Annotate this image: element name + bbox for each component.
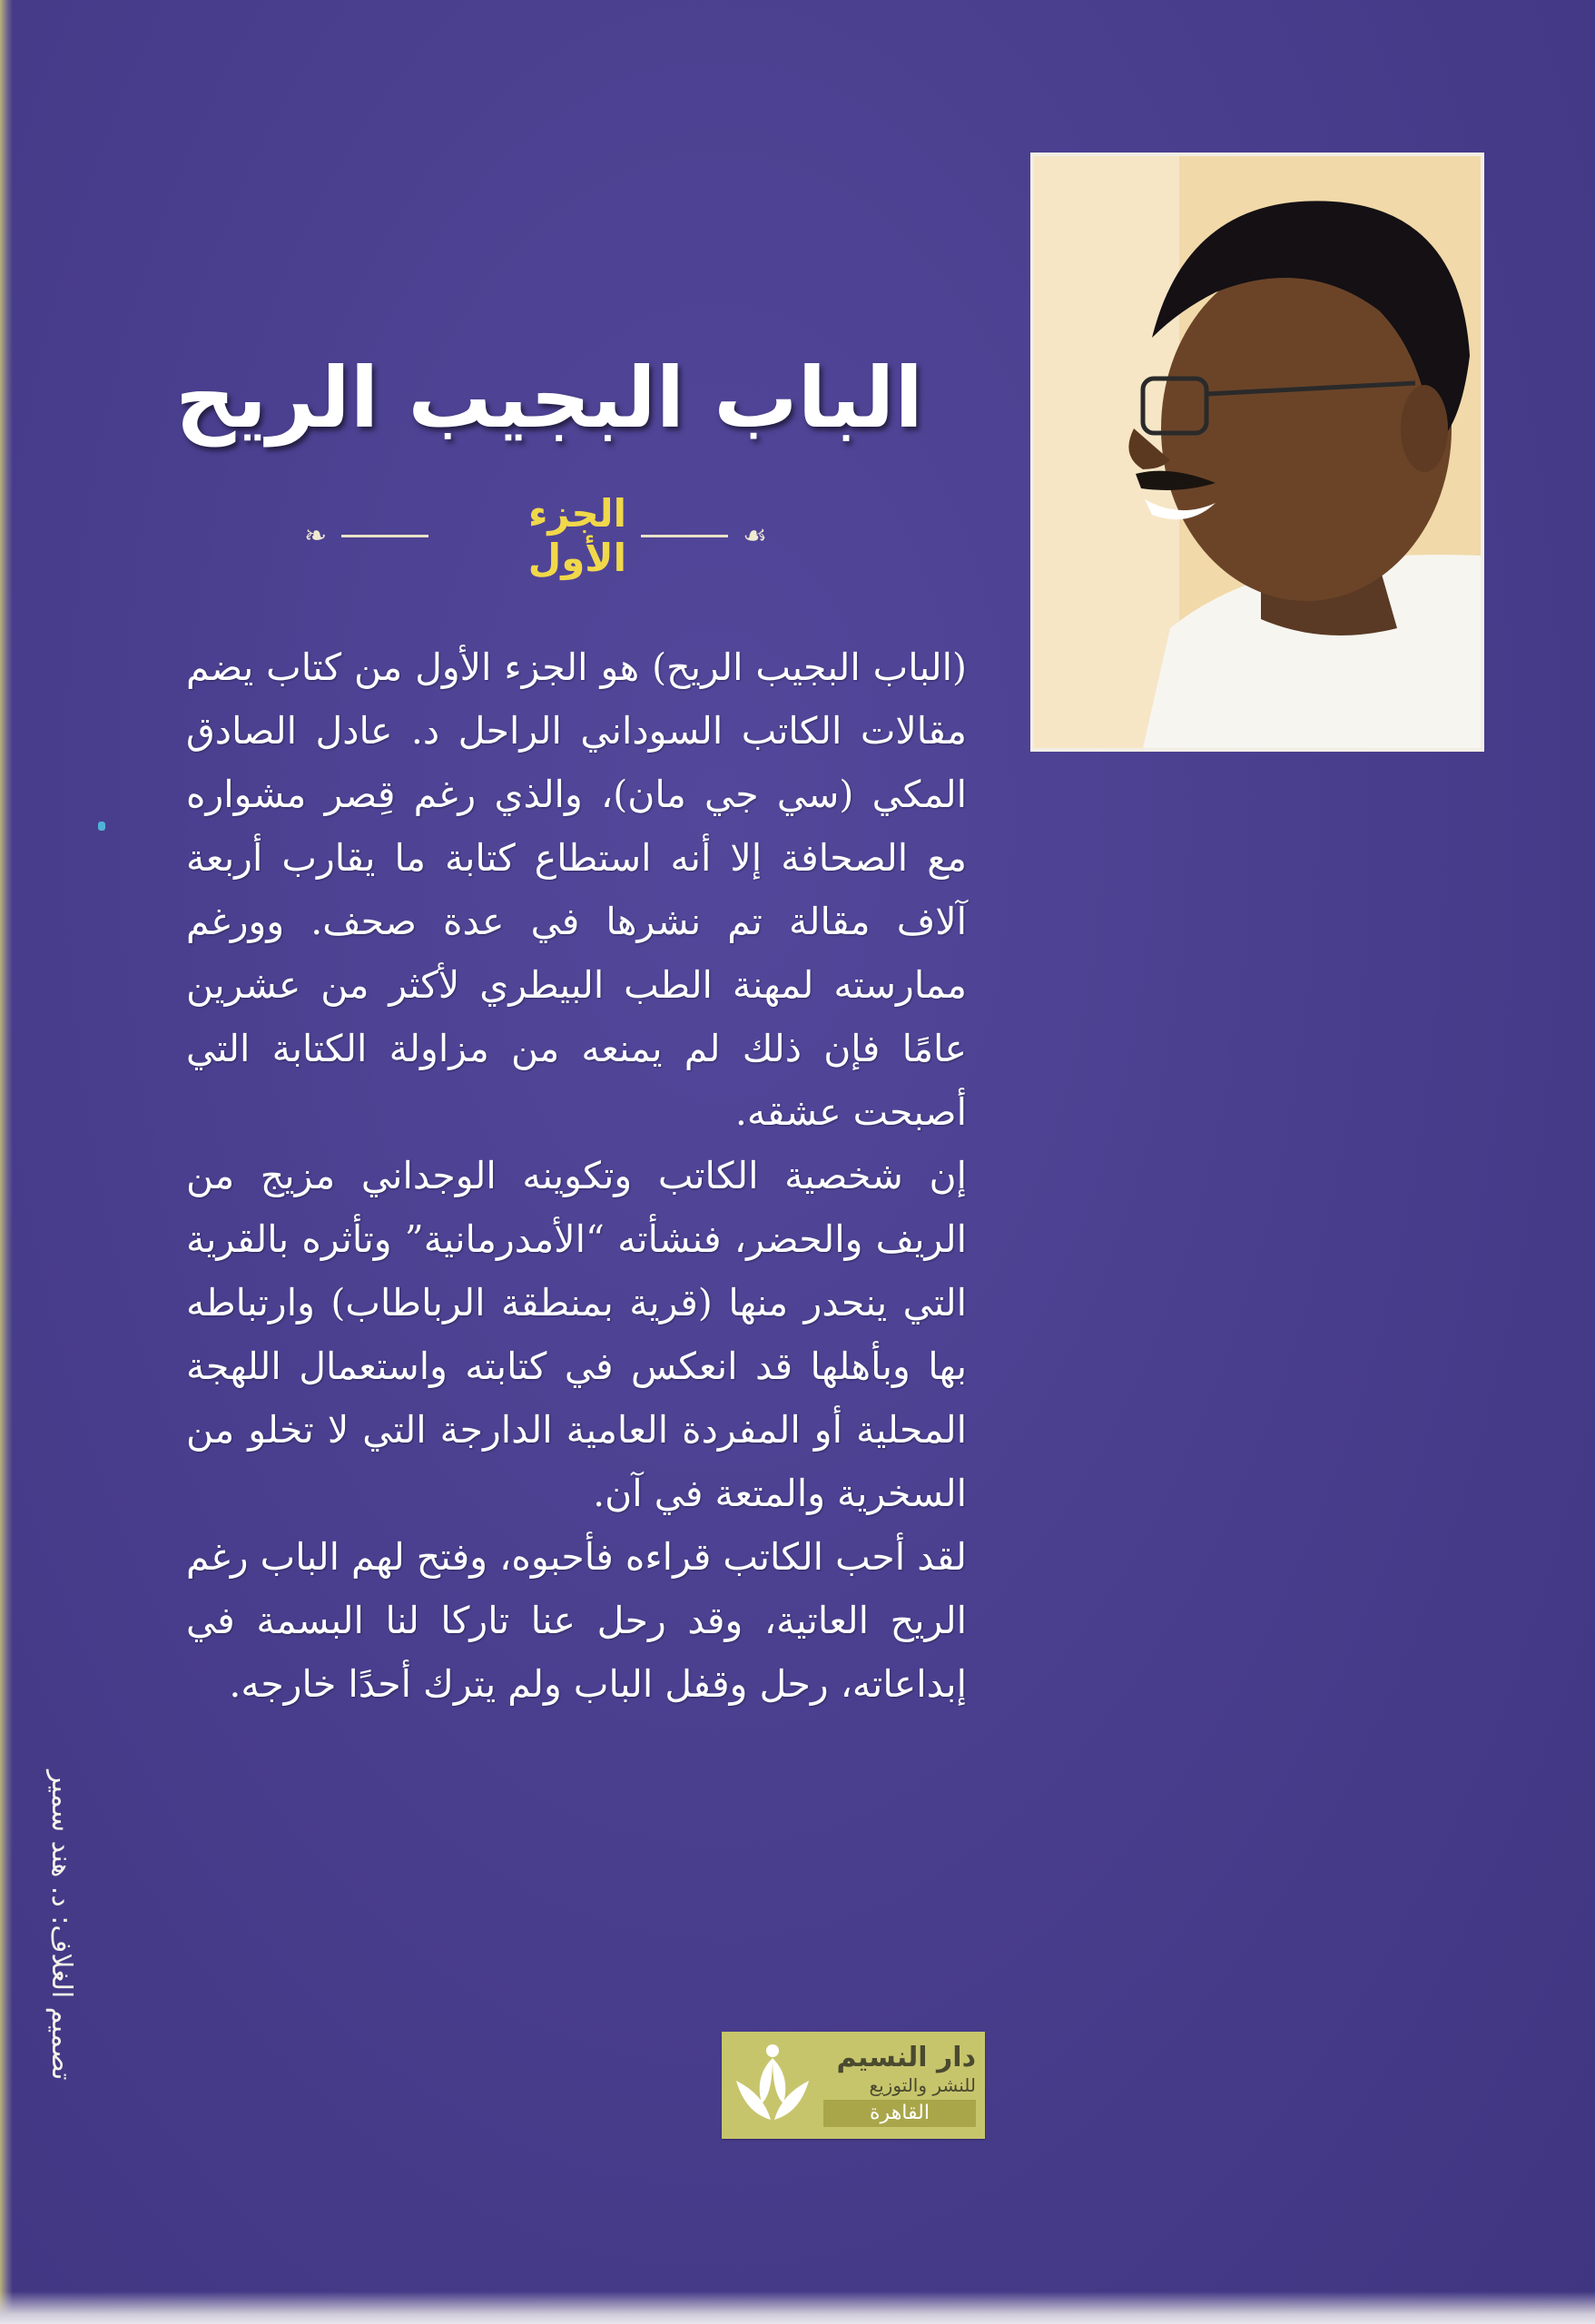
publisher-city: القاهرة <box>823 2100 976 2127</box>
author-portrait-illustration <box>1034 156 1481 748</box>
publisher-logo <box>722 2032 985 2139</box>
book-title: الباب البجيب الريح <box>175 350 923 447</box>
volume-label: الجزء الأول <box>527 491 626 580</box>
blurb-paragraph: (الباب البجيب الريح) هو الجزء الأول من كتاب يضم مقالات الكاتب السوداني الراحل د. عادل الصادق المكي (سي جي مان)، والذي رغم قِصر مشواره مع الصحافة إلا أنه استطاع كتابة ما يقارب أربعة آلاف مقالة تم نشرها في عدة صحف. وورغم ممارسته لمهنة الطب البيطري لأكثر من عشرين عامًا فإن ذلك لم يمنعه من مزاولة الكتابة التي أصبحت عشقه. <box>186 645 967 1134</box>
ornament-right-icon: ☙ <box>743 519 767 552</box>
subtitle-ornament-row <box>304 491 767 580</box>
blurb <box>186 635 967 1716</box>
blurb-paragraph: إن شخصية الكاتب وتكوينه الوجداني مزيج من الريف والحضر، فنشأته “الأمدرمانية” وتأثره بالقرية التي ينحدر منها (قرية بمنطقة الرباطاب) وارتباطه بها وبأهلها قد انعكس في كتابته واستعمال اللهجة المحلية أو المفردة العامية الدارجة التي لا تخلو من السخرية والمتعة في آن. <box>186 1154 967 1515</box>
publisher-name: دار النسيم <box>836 2042 976 2073</box>
spine-edge <box>0 0 13 2324</box>
ornament-rule <box>341 535 428 537</box>
ornament-left-icon: ❧ <box>304 519 328 552</box>
publisher-text <box>823 2032 985 2139</box>
leaf-logo-icon <box>722 2032 823 2139</box>
publisher-tagline: للنشر والتوزيع <box>869 2074 976 2096</box>
print-speck <box>98 822 105 831</box>
cover-design-credit: تصميم الغلاف: د. هند سمير <box>45 1770 77 2081</box>
ornament-rule <box>641 535 728 537</box>
author-photo <box>1030 153 1484 752</box>
page-edge <box>0 2291 1595 2324</box>
blurb-paragraph: لقد أحب الكاتب قراءه فأحبوه، وفتح لهم الباب رغم الريح العاتية، وقد رحل عنا تاركا لنا البسمة في إبداعاته، رحل وقفل الباب ولم يترك أحدًا خارجه. <box>186 1535 967 1706</box>
